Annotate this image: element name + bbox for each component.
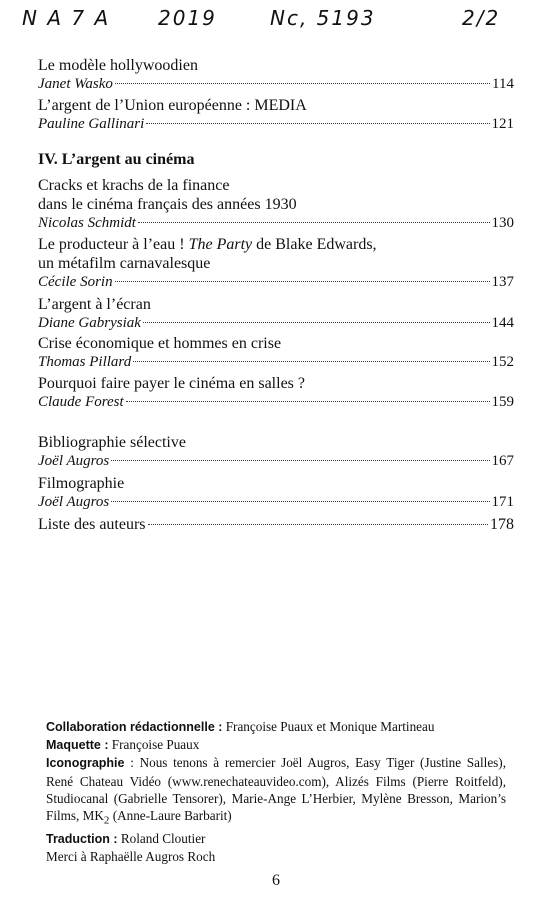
toc-entry xyxy=(38,474,514,511)
toc-entry-author: Thomas Pillard xyxy=(38,354,132,370)
credit-label: Maquette : xyxy=(46,738,109,753)
toc-entry-line xyxy=(38,515,514,534)
dot-leader xyxy=(143,322,490,323)
toc-entry-author-line xyxy=(38,115,514,133)
section-heading: IV. L’argent au cinéma xyxy=(38,151,195,168)
toc-entry-author-line xyxy=(38,452,514,470)
toc-entry xyxy=(38,235,514,291)
toc-entry-title-line2: un métafilm carnavalesque xyxy=(38,255,211,272)
toc-entry-page: 178 xyxy=(490,516,514,533)
handwritten-note-2: 2019 xyxy=(158,6,217,30)
handwritten-note-3: Nc, 5193 xyxy=(270,6,376,30)
dot-leader xyxy=(133,361,489,362)
credit-text: Françoise Puaux et Monique Martineau xyxy=(222,719,435,734)
toc-entry-author-line xyxy=(38,493,514,511)
credits-block xyxy=(46,718,506,865)
toc-entry-page: 137 xyxy=(491,274,514,290)
toc-entry xyxy=(38,96,514,133)
toc-entry-page: 159 xyxy=(491,394,514,410)
toc-entry-title-line1 xyxy=(38,235,514,254)
toc-entry-title: Crise économique et hommes en crise xyxy=(38,335,282,352)
credit-text: Roland Cloutier xyxy=(117,830,206,846)
credit-maquette xyxy=(46,736,506,754)
toc-entry-title: Le modèle hollywoodien xyxy=(38,57,198,74)
dot-leader xyxy=(126,401,490,402)
toc-entry-author-line xyxy=(38,393,514,411)
page-number: 6 xyxy=(272,872,280,889)
toc-entry-page: 114 xyxy=(492,76,514,92)
toc-entry-title: Bibliographie sélective xyxy=(38,434,186,451)
toc-entry-title: Pourquoi faire payer le cinéma en salles ? xyxy=(38,375,305,392)
toc-entry-author-line xyxy=(38,75,514,93)
toc-entry-author-line xyxy=(38,353,514,371)
toc-entry-title: L’argent à l’écran xyxy=(38,296,151,313)
toc-entry-author-line xyxy=(38,314,514,332)
dot-leader xyxy=(111,501,489,502)
toc-entry-title: Filmographie xyxy=(38,475,125,492)
title-part: de Blake Edwards, xyxy=(252,236,377,253)
toc-entry xyxy=(38,56,514,93)
toc-entry-page: 130 xyxy=(491,215,514,231)
toc-entry-author: Claude Forest xyxy=(38,394,124,410)
toc-entry-page: 121 xyxy=(491,116,514,132)
handwritten-note-1: N A 7 A xyxy=(22,6,111,30)
toc-entry-title-line2: dans le cinéma français des années 1930 xyxy=(38,196,297,213)
toc-entry-page: 167 xyxy=(491,453,514,469)
dot-leader xyxy=(146,123,489,124)
toc-entry-author: Joël Augros xyxy=(38,494,110,510)
dot-leader xyxy=(115,281,490,282)
credit-collaboration xyxy=(46,718,506,736)
credit-text: (Anne-Laure Barbarit) xyxy=(109,808,232,824)
credit-text: : Nous tenons à remercier Joël Augros, Easy Tiger (Justine Salles), René Chateau Vidéo (www.renechateauvideo.com), Alizés Films (Pierre Roitfeld), Studiocanal (Gabrielle Tensorer), Marie-Ange L’Herbier, Mylène Bresson, Marion’s Films, MK xyxy=(46,755,506,824)
toc-entry-author-line xyxy=(38,273,514,291)
toc-entry-author: Cécile Sorin xyxy=(38,274,113,290)
dot-leader xyxy=(115,83,490,84)
toc-entry-author: Joël Augros xyxy=(38,453,110,469)
credit-label: Traduction : xyxy=(46,831,118,846)
toc-entry-title: Liste des auteurs xyxy=(38,516,146,533)
toc-entry-author-line xyxy=(38,214,514,232)
toc-entry-title-line1: Cracks et krachs de la finance xyxy=(38,177,230,194)
toc-entry xyxy=(38,515,514,534)
credit-thanks: Merci à Raphaëlle Augros Roch xyxy=(46,849,216,865)
toc-entry-author: Pauline Gallinari xyxy=(38,116,145,132)
toc-entry-author: Diane Gabrysiak xyxy=(38,315,141,331)
toc-entry-page: 171 xyxy=(491,494,514,510)
toc-entry-author: Janet Wasko xyxy=(38,76,113,92)
film-title: The Party xyxy=(188,236,253,253)
credit-label: Iconographie xyxy=(46,756,125,771)
title-part: Le producteur à l’eau ! xyxy=(38,236,189,253)
credit-text: Françoise Puaux xyxy=(108,737,200,753)
toc-entry xyxy=(38,433,514,470)
toc-entry xyxy=(38,374,514,411)
toc-entry-page: 152 xyxy=(491,354,514,370)
credit-label: Collaboration rédactionnelle : xyxy=(46,720,223,734)
credit-traduction xyxy=(46,830,506,848)
dot-leader xyxy=(148,524,488,525)
toc-entry-title: L’argent de l’Union européenne : MEDIA xyxy=(38,97,307,114)
dot-leader xyxy=(138,222,490,223)
dot-leader xyxy=(111,460,489,461)
toc-entry-author: Nicolas Schmidt xyxy=(38,215,136,231)
handwritten-note-4: 2/2 xyxy=(462,6,501,30)
credit-subscript: 2 xyxy=(103,814,110,827)
toc-entry xyxy=(38,334,514,371)
toc-entry xyxy=(38,295,514,332)
toc-entry xyxy=(38,176,514,232)
credit-iconographie xyxy=(46,754,506,829)
toc-entry-page: 144 xyxy=(491,315,514,331)
